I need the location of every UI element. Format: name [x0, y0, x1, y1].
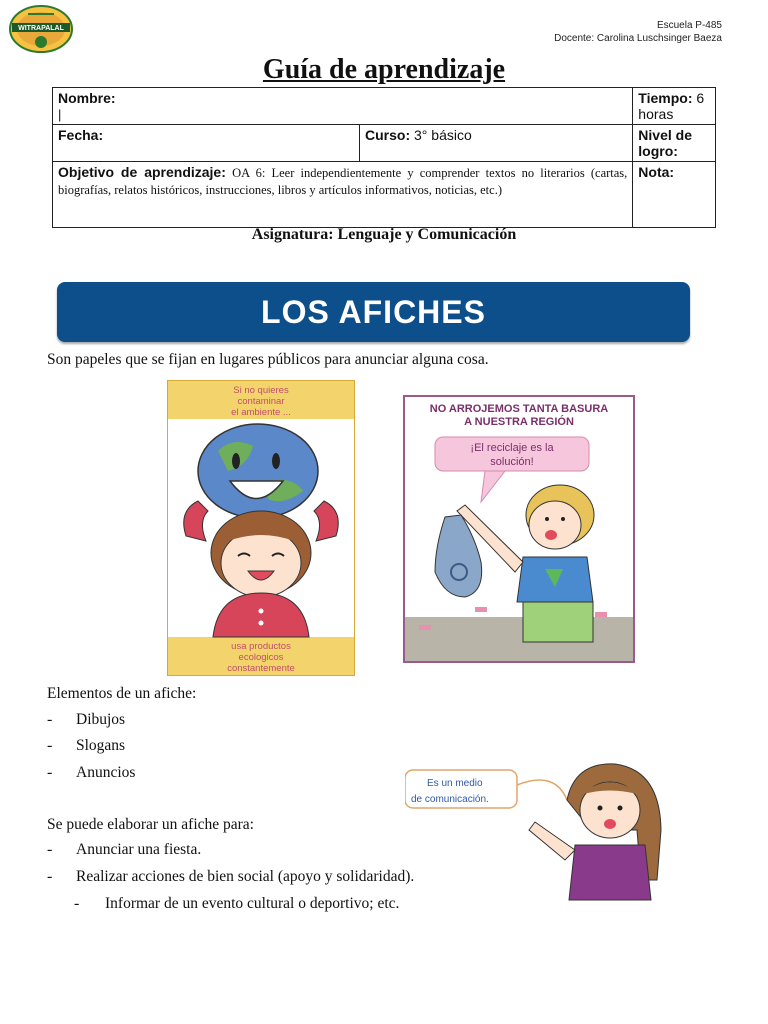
poster-earth-illustration	[168, 381, 354, 675]
school-name: Escuela P-485	[656, 20, 722, 31]
poster-reciclaje	[403, 395, 635, 663]
subject-line: Asignatura: Lenguaje y Comunicación	[251, 226, 517, 243]
poster-recycle-illustration	[405, 397, 633, 661]
document-title	[0, 54, 768, 86]
girl-speech-icon	[405, 760, 665, 902]
tiempo-label: Tiempo:	[638, 90, 693, 106]
nota-cell[interactable]	[633, 162, 716, 228]
info-table	[52, 87, 716, 228]
section-banner	[57, 282, 690, 342]
school-info	[554, 19, 722, 45]
nombre-cell[interactable]: Nombre: |	[53, 88, 633, 125]
nota-label: Nota:	[638, 164, 675, 180]
objetivo-cell	[53, 162, 633, 228]
poster1-top-line-3: el ambiente ...	[231, 407, 291, 418]
objetivo-text: OA 6: Leer independientemente y comprender textos no literarios (cartas, biografías, relatos históricos, instrucciones, libros y artículos informativos, noticias, etc.)	[58, 166, 628, 197]
list-item: Anuncios	[76, 764, 136, 781]
objetivo-label: Objetivo de aprendizaje:	[58, 164, 226, 180]
list-item: Dibujos	[76, 711, 126, 728]
girl-illustration	[405, 760, 665, 902]
document-title-text: Guía de aprendizaje	[262, 54, 506, 85]
list-item: Realizar acciones de bien social (apoyo y solidaridad).	[76, 868, 415, 885]
purposes-heading: Se puede elaborar un afiche para:	[47, 816, 254, 833]
curso-label: Curso:	[365, 127, 411, 143]
poster2-title-line-2: A NUESTRA REGIÓN	[464, 416, 574, 428]
fecha-cell[interactable]	[53, 125, 360, 162]
school-logo-icon	[8, 4, 74, 54]
list-item: Slogans	[76, 737, 126, 754]
curso-value: 3° básico	[414, 127, 472, 143]
poster2-title-line-1: NO ARROJEMOS TANTA BASURA	[429, 403, 609, 415]
poster1-top-line-2: contaminar	[237, 396, 285, 407]
banner-title: LOS AFICHES	[261, 293, 486, 330]
poster2-bubble-line-1: ¡El reciclaje es la	[470, 442, 554, 454]
svg-text:WITRAPALAL: WITRAPALAL	[18, 25, 64, 32]
fecha-label: Fecha:	[58, 127, 104, 143]
tiempo-cell	[633, 88, 716, 125]
girl-bubble-line-2: de comunicación.	[411, 794, 489, 805]
poster2-bubble-line-2: solución!	[490, 456, 534, 468]
teacher-name: Docente: Carolina Luschsinger Baeza	[554, 33, 722, 44]
nombre-label: Nombre:	[58, 90, 116, 106]
tiempo-value: 6 horas	[638, 90, 705, 122]
poster-contaminar	[167, 380, 355, 676]
list-item: Informar de un evento cultural o deportivo; etc.	[105, 895, 400, 912]
elements-heading: Elementos de un afiche:	[47, 685, 197, 702]
nivel-label: Nivel de logro:	[638, 127, 692, 159]
poster1-bottom-line-3: constantemente	[227, 663, 295, 674]
girl-bubble-line-1: Es un medio	[427, 778, 483, 789]
nivel-cell[interactable]	[633, 125, 716, 162]
curso-cell	[360, 125, 633, 162]
poster1-bottom-line-1: usa productos	[231, 641, 291, 652]
poster1-top-line-1: Si no quieres	[233, 385, 289, 396]
definition-text: Son papeles que se fijan en lugares públicos para anunciar alguna cosa.	[47, 351, 489, 368]
list-item: Anunciar una fiesta.	[76, 841, 202, 858]
poster1-bottom-line-2: ecologicos	[238, 652, 284, 663]
